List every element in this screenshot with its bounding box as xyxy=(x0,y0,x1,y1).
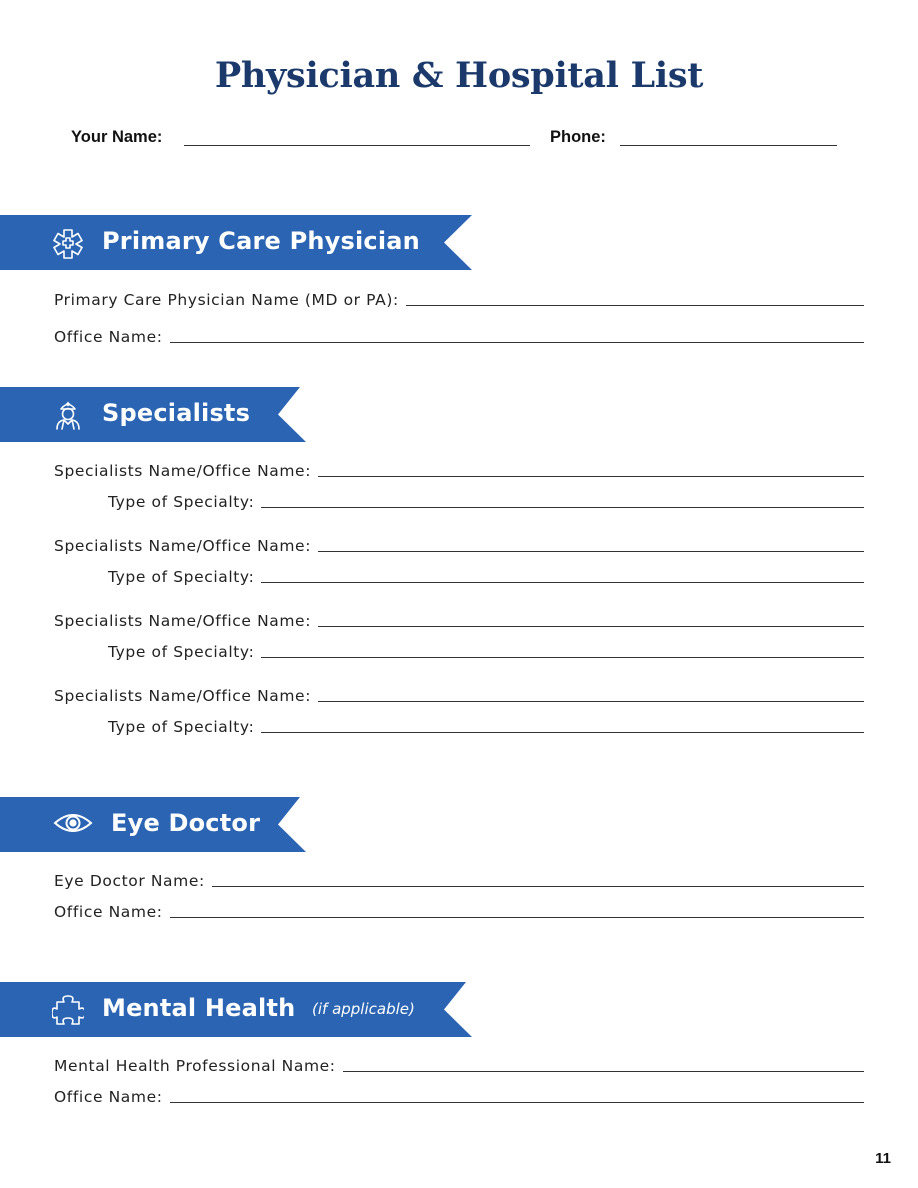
specialist-name-field[interactable] xyxy=(54,608,864,630)
specialist-name-field[interactable] xyxy=(54,533,864,555)
entry-line[interactable] xyxy=(170,342,864,343)
specialty-type-field[interactable] xyxy=(108,564,864,586)
field-label: Mental Health Professional Name: xyxy=(54,1057,336,1075)
field-label: Type of Specialty: xyxy=(108,568,255,586)
field-label: Eye Doctor Name: xyxy=(54,872,205,890)
field-label: Office Name: xyxy=(54,1088,163,1106)
specialty-type-field[interactable] xyxy=(108,489,864,511)
puzzle-piece-icon xyxy=(52,994,84,1026)
specialists-title: Specialists xyxy=(102,399,251,427)
specialists-banner xyxy=(0,387,306,442)
eye-doctor-title: Eye Doctor xyxy=(111,809,261,837)
primary-physician-name-field[interactable] xyxy=(54,287,864,309)
eye-doctor-banner xyxy=(0,797,306,852)
your-name-field[interactable] xyxy=(184,145,530,146)
mental-health-professional-name-field[interactable] xyxy=(54,1053,864,1075)
field-label: Office Name: xyxy=(54,328,163,346)
medical-cross-icon xyxy=(52,227,84,259)
primary-care-title: Primary Care Physician xyxy=(102,227,420,255)
phone-label: Phone: xyxy=(550,128,606,146)
page-title: Physician & Hospital List xyxy=(214,55,704,96)
entry-line[interactable] xyxy=(170,917,864,918)
entry-line[interactable] xyxy=(406,305,864,306)
field-label: Office Name: xyxy=(54,903,163,921)
specialty-type-field[interactable] xyxy=(108,639,864,661)
primary-office-name-field[interactable] xyxy=(54,324,864,346)
entry-line[interactable] xyxy=(261,507,864,508)
eye-icon xyxy=(53,809,93,841)
field-label: Specialists Name/Office Name: xyxy=(54,612,312,630)
field-label: Specialists Name/Office Name: xyxy=(54,687,312,705)
specialist-name-field[interactable] xyxy=(54,458,864,480)
mental-health-banner xyxy=(0,982,472,1037)
field-label: Type of Specialty: xyxy=(108,643,255,661)
your-name-label: Your Name: xyxy=(71,128,163,146)
field-label: Specialists Name/Office Name: xyxy=(54,462,312,480)
entry-line[interactable] xyxy=(318,476,864,477)
entry-line[interactable] xyxy=(318,551,864,552)
field-label: Type of Specialty: xyxy=(108,493,255,511)
phone-field[interactable] xyxy=(620,145,837,146)
field-label: Primary Care Physician Name (MD or PA): xyxy=(54,291,399,309)
entry-line[interactable] xyxy=(318,701,864,702)
entry-line[interactable] xyxy=(261,657,864,658)
nurse-icon xyxy=(52,399,84,431)
field-label: Specialists Name/Office Name: xyxy=(54,537,312,555)
specialty-type-field[interactable] xyxy=(108,714,864,736)
eye-office-name-field[interactable] xyxy=(54,899,864,921)
if-applicable-note: (if applicable) xyxy=(312,1000,415,1018)
eye-doctor-name-field[interactable] xyxy=(54,868,864,890)
specialist-name-field[interactable] xyxy=(54,683,864,705)
mental-office-name-field[interactable] xyxy=(54,1084,864,1106)
entry-line[interactable] xyxy=(343,1071,864,1072)
entry-line[interactable] xyxy=(318,626,864,627)
primary-care-banner xyxy=(0,215,472,270)
entry-line[interactable] xyxy=(261,582,864,583)
entry-line[interactable] xyxy=(261,732,864,733)
field-label: Type of Specialty: xyxy=(108,718,255,736)
mental-health-title: Mental Health xyxy=(102,994,296,1022)
entry-line[interactable] xyxy=(170,1102,864,1103)
entry-line[interactable] xyxy=(212,886,864,887)
page-number: 11 xyxy=(875,1150,891,1167)
